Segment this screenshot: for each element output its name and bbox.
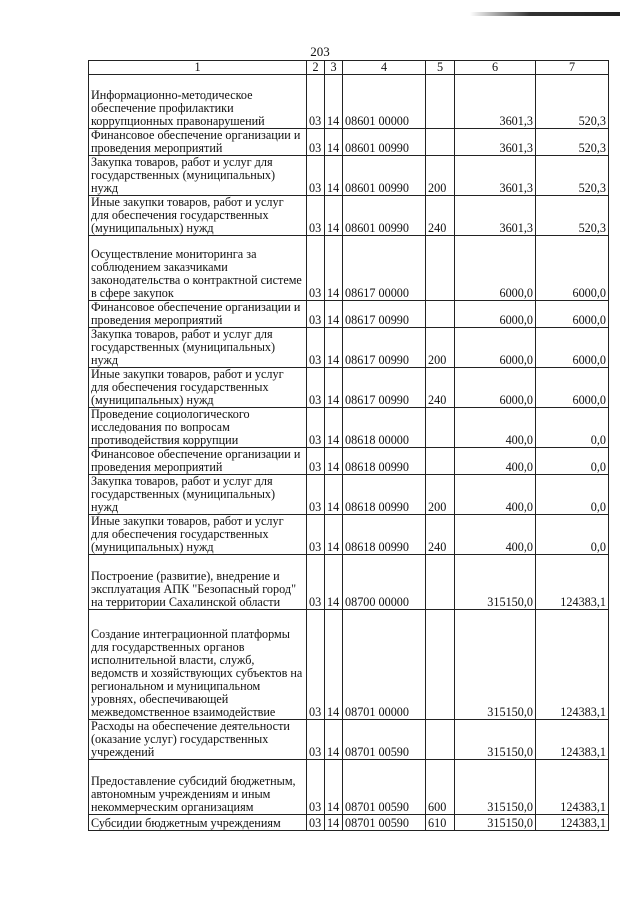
table-row [89,555,609,610]
table-row [89,408,609,448]
target-article-code: 08701 00590 [343,760,426,815]
section-code: 03 [307,515,325,555]
section-code: 03 [307,720,325,760]
target-article-code: 08617 00990 [343,368,426,408]
table-row [89,610,609,720]
amount-col7: 0,0 [536,448,609,475]
target-article-code: 08701 00590 [343,815,426,831]
subsection-code: 14 [325,236,343,301]
expense-type-code [426,720,455,760]
amount-col6: 3601,3 [455,196,536,236]
subsection-code: 14 [325,196,343,236]
budget-table [88,60,609,831]
subsection-code: 14 [325,129,343,156]
amount-col7: 520,3 [536,156,609,196]
subsection-code: 14 [325,760,343,815]
amount-col7: 0,0 [536,475,609,515]
subsection-code: 14 [325,328,343,368]
amount-col6: 3601,3 [455,75,536,129]
amount-col6: 315150,0 [455,610,536,720]
section-code: 03 [307,236,325,301]
target-article-code: 08601 00990 [343,129,426,156]
amount-col7: 6000,0 [536,236,609,301]
table-row [89,448,609,475]
target-article-code: 08618 00990 [343,475,426,515]
amount-col7: 520,3 [536,129,609,156]
expense-type-code: 200 [426,328,455,368]
subsection-code: 14 [325,408,343,448]
section-code: 03 [307,555,325,610]
table-row [89,720,609,760]
table-row [89,368,609,408]
section-code: 03 [307,156,325,196]
section-code: 03 [307,610,325,720]
expense-type-code: 240 [426,368,455,408]
subsection-code: 14 [325,610,343,720]
column-header: 2 [307,61,325,75]
amount-col6: 400,0 [455,475,536,515]
target-article-code: 08700 00000 [343,555,426,610]
target-article-code: 08601 00990 [343,196,426,236]
expense-type-code: 600 [426,760,455,815]
amount-col7: 124383,1 [536,610,609,720]
amount-col6: 6000,0 [455,236,536,301]
amount-col6: 6000,0 [455,301,536,328]
section-code: 03 [307,75,325,129]
target-article-code: 08701 00000 [343,610,426,720]
amount-col7: 520,3 [536,75,609,129]
subsection-code: 14 [325,475,343,515]
expense-type-code [426,448,455,475]
item-name: Закупка товаров, работ и услуг для государственных (муниципальных) нужд [89,156,307,196]
column-header: 5 [426,61,455,75]
expense-type-code [426,555,455,610]
amount-col6: 400,0 [455,448,536,475]
section-code: 03 [307,815,325,831]
item-name: Создание интеграционной платформы для государственных органов исполнительной власти, служб, ведомств и хозяйствующих субъектов на региональном и муниципальном уровнях, обеспечивающей межведомственное взаимодействие [89,610,307,720]
amount-col6: 315150,0 [455,555,536,610]
subsection-code: 14 [325,448,343,475]
amount-col7: 6000,0 [536,328,609,368]
subsection-code: 14 [325,301,343,328]
amount-col6: 315150,0 [455,760,536,815]
item-name: Закупка товаров, работ и услуг для государственных (муниципальных) нужд [89,475,307,515]
item-name: Проведение социологического исследования по вопросам противодействия коррупции [89,408,307,448]
amount-col7: 6000,0 [536,301,609,328]
amount-col7: 124383,1 [536,555,609,610]
amount-col7: 0,0 [536,515,609,555]
column-header: 3 [325,61,343,75]
expense-type-code: 610 [426,815,455,831]
amount-col6: 3601,3 [455,129,536,156]
amount-col7: 124383,1 [536,760,609,815]
item-name: Финансовое обеспечение организации и проведения мероприятий [89,301,307,328]
amount-col6: 315150,0 [455,720,536,760]
column-header: 7 [536,61,609,75]
subsection-code: 14 [325,75,343,129]
column-header: 6 [455,61,536,75]
item-name: Предоставление субсидий бюджетным, автономным учреждениям и иным некоммерческим организациям [89,760,307,815]
expense-type-code: 200 [426,156,455,196]
amount-col7: 124383,1 [536,815,609,831]
section-code: 03 [307,129,325,156]
subsection-code: 14 [325,815,343,831]
expense-type-code: 240 [426,515,455,555]
amount-col6: 6000,0 [455,368,536,408]
item-name: Иные закупки товаров, работ и услуг для обеспечения государственных (муниципальных) нужд [89,368,307,408]
target-article-code: 08618 00990 [343,448,426,475]
target-article-code: 08618 00990 [343,515,426,555]
table-header-row [89,61,609,75]
section-code: 03 [307,301,325,328]
item-name: Построение (развитие), внедрение и эксплуатация АПК "Безопасный город" на территории Сахалинской области [89,555,307,610]
target-article-code: 08618 00000 [343,408,426,448]
table-row [89,301,609,328]
table-row [89,328,609,368]
target-article-code: 08601 00000 [343,75,426,129]
target-article-code: 08601 00990 [343,156,426,196]
target-article-code: 08617 00990 [343,328,426,368]
expense-type-code: 240 [426,196,455,236]
amount-col7: 520,3 [536,196,609,236]
amount-col7: 6000,0 [536,368,609,408]
item-name: Закупка товаров, работ и услуг для государственных (муниципальных) нужд [89,328,307,368]
table-row [89,75,609,129]
item-name: Иные закупки товаров, работ и услуг для обеспечения государственных (муниципальных) нужд [89,515,307,555]
expense-type-code [426,75,455,129]
amount-col6: 400,0 [455,515,536,555]
section-code: 03 [307,448,325,475]
amount-col6: 3601,3 [455,156,536,196]
table-row [89,236,609,301]
subsection-code: 14 [325,555,343,610]
item-name: Осуществление мониторинга за соблюдением заказчиками законодательства о контрактной системе в сфере закупок [89,236,307,301]
target-article-code: 08617 00990 [343,301,426,328]
expense-type-code [426,408,455,448]
subsection-code: 14 [325,720,343,760]
column-header: 1 [89,61,307,75]
column-header: 4 [343,61,426,75]
item-name: Субсидии бюджетным учреждениям [89,815,307,831]
table-row [89,815,609,831]
expense-type-code [426,236,455,301]
expense-type-code [426,301,455,328]
target-article-code: 08617 00000 [343,236,426,301]
subsection-code: 14 [325,156,343,196]
item-name: Иные закупки товаров, работ и услуг для обеспечения государственных (муниципальных) нужд [89,196,307,236]
target-article-code: 08701 00590 [343,720,426,760]
subsection-code: 14 [325,368,343,408]
subsection-code: 14 [325,515,343,555]
table-row [89,156,609,196]
table-row [89,475,609,515]
section-code: 03 [307,475,325,515]
section-code: 03 [307,196,325,236]
item-name: Информационно-методическое обеспечение профилактики коррупционных правонарушений [89,75,307,129]
expense-type-code: 200 [426,475,455,515]
amount-col6: 6000,0 [455,328,536,368]
expense-type-code [426,129,455,156]
page-number: 203 [310,44,330,59]
section-code: 03 [307,368,325,408]
item-name: Расходы на обеспечение деятельности (оказание услуг) государственных учреждений [89,720,307,760]
section-code: 03 [307,760,325,815]
table-row [89,760,609,815]
section-code: 03 [307,408,325,448]
table-row [89,196,609,236]
amount-col7: 124383,1 [536,720,609,760]
amount-col6: 315150,0 [455,815,536,831]
item-name: Финансовое обеспечение организации и проведения мероприятий [89,129,307,156]
amount-col6: 400,0 [455,408,536,448]
table-row [89,515,609,555]
table-row [89,129,609,156]
item-name: Финансовое обеспечение организации и проведения мероприятий [89,448,307,475]
section-code: 03 [307,328,325,368]
scan-edge-mark [470,12,620,16]
expense-type-code [426,610,455,720]
amount-col7: 0,0 [536,408,609,448]
